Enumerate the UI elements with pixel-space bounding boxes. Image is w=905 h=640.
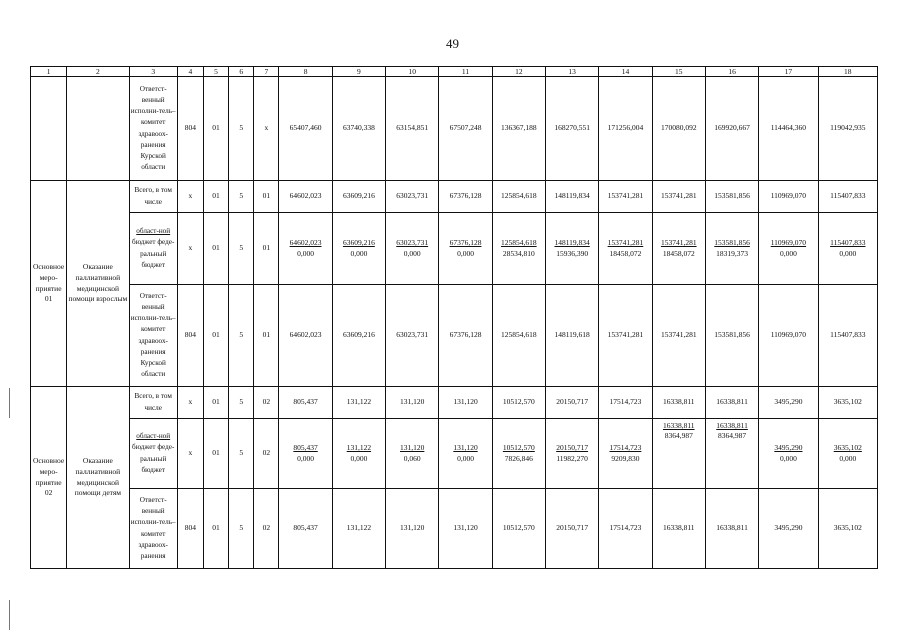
value-cell: 20150,717 (545, 489, 598, 569)
regional-value: 3635,102 (833, 443, 862, 453)
code-cell: 804 (177, 285, 203, 387)
value-pair-cell (386, 213, 439, 285)
federal-value: 0,000 (350, 453, 368, 463)
regional-value: 64602,023 (289, 238, 322, 248)
value-cell: 131,122 (332, 387, 385, 419)
code-cell: х (177, 181, 203, 213)
federal-value: 0,000 (457, 248, 474, 258)
value-cell: 131,120 (386, 489, 439, 569)
regional-value: 67376,128 (449, 238, 482, 248)
regional-value: 3495,290 (774, 443, 803, 453)
value-cell: 10512,570 (492, 489, 545, 569)
value-pair-cell (652, 419, 705, 489)
value-cell: 125854,618 (492, 285, 545, 387)
cell-empty (67, 77, 129, 181)
table-row-responsible-executor (31, 77, 878, 181)
federal-value: 0,000 (839, 453, 857, 463)
value-cell: 110969,070 (759, 181, 818, 213)
value-cell: 131,120 (439, 387, 492, 419)
regional-value: 20150,717 (556, 443, 589, 453)
header-cell: 2 (67, 67, 129, 77)
federal-value: 8364,987 (718, 431, 747, 441)
federal-value: 9209,830 (611, 453, 640, 463)
header-cell: 12 (492, 67, 545, 77)
federal-value: 11982,270 (556, 453, 588, 463)
value-cell: 131,120 (439, 489, 492, 569)
source-label-regional: област-ной (136, 432, 171, 441)
value-cell: 805,437 (279, 387, 332, 419)
value-cell: 67376,128 (439, 181, 492, 213)
regional-value: 110969,070 (770, 238, 807, 248)
scan-margin-mark (9, 388, 10, 418)
header-cell: 18 (818, 67, 877, 77)
regional-value: 17514,723 (609, 443, 642, 453)
value-cell: 17514,723 (599, 489, 652, 569)
header-row (31, 67, 878, 77)
table-row-m01-budgets (31, 213, 878, 285)
value-cell: 20150,717 (545, 387, 598, 419)
header-cell: 3 (129, 67, 177, 77)
header-cell: 4 (177, 67, 203, 77)
value-cell: 153581,856 (705, 285, 758, 387)
code-cell: 5 (229, 181, 254, 213)
value-cell: 136367,188 (492, 77, 545, 181)
value-cell: 64602,023 (279, 285, 332, 387)
regional-value: 16338,811 (716, 421, 748, 430)
value-cell: 170080,092 (652, 77, 705, 181)
code-cell: 01 (203, 213, 228, 285)
value-cell: 119042,935 (818, 77, 877, 181)
table-row-m02-total (31, 387, 878, 419)
code-cell: 804 (177, 489, 203, 569)
page-number: 49 (446, 36, 459, 51)
code-cell: 01 (254, 285, 279, 387)
value-cell: 153741,281 (599, 181, 652, 213)
activity-name: Оказание паллиативной медицинской помощи взрослым (67, 181, 129, 387)
value-cell: 153581,856 (705, 181, 758, 213)
value-cell: 805,437 (279, 489, 332, 569)
code-cell: 01 (254, 213, 279, 285)
regional-value: 153741,281 (607, 238, 644, 248)
code-cell: 01 (254, 181, 279, 213)
value-cell: 115407,833 (818, 181, 877, 213)
table-row-m01-responsible (31, 285, 878, 387)
regional-value: 153741,281 (660, 238, 697, 248)
value-cell: 63609,216 (332, 285, 385, 387)
value-cell: 65407,460 (279, 77, 332, 181)
header-cell: 5 (203, 67, 228, 77)
source-label: Всего, в том числе (129, 387, 177, 419)
value-pair-cell (599, 213, 652, 285)
value-cell: 16338,811 (652, 489, 705, 569)
federal-value: 0,000 (297, 248, 314, 258)
code-cell: х (177, 387, 203, 419)
value-cell: 168270,551 (545, 77, 598, 181)
regional-value: 153581,856 (714, 238, 750, 248)
value-cell: 16338,811 (705, 489, 758, 569)
value-cell: 63154,851 (386, 77, 439, 181)
federal-value: 7826,846 (504, 453, 533, 463)
header-cell: 14 (599, 67, 652, 77)
code-cell: 5 (229, 285, 254, 387)
value-cell: 131,122 (332, 489, 385, 569)
value-pair-cell (759, 419, 818, 489)
table-row-m01-total (31, 181, 878, 213)
value-pair-cell (818, 419, 877, 489)
code-cell: 804 (177, 77, 203, 181)
value-cell: 10512,570 (492, 387, 545, 419)
value-cell: 153741,281 (652, 285, 705, 387)
federal-value: 0,060 (403, 453, 421, 463)
federal-value: 0,000 (350, 248, 368, 258)
code-cell: 5 (229, 419, 254, 489)
source-label (129, 213, 177, 285)
federal-value: 0,000 (297, 453, 314, 463)
code-cell: 01 (203, 77, 228, 181)
source-label (129, 419, 177, 489)
federal-value: 15936,390 (556, 248, 589, 258)
scan-margin-mark (9, 600, 10, 630)
regional-value: 63609,216 (342, 238, 375, 248)
regional-value: 115407,833 (830, 238, 866, 248)
header-cell: 11 (439, 67, 492, 77)
code-cell: х (177, 419, 203, 489)
value-cell: 153741,281 (652, 181, 705, 213)
value-cell: 63023,731 (386, 181, 439, 213)
value-pair-cell (492, 213, 545, 285)
header-cell: 17 (759, 67, 818, 77)
value-pair-cell (439, 213, 492, 285)
header-cell: 7 (254, 67, 279, 77)
value-pair-cell (279, 419, 332, 489)
code-cell: 5 (229, 77, 254, 181)
value-cell: 148119,834 (545, 181, 598, 213)
regional-value: 805,437 (293, 443, 318, 453)
regional-value: 16338,811 (662, 421, 695, 430)
code-cell: 5 (229, 387, 254, 419)
value-pair-cell (705, 213, 758, 285)
code-cell: 5 (229, 213, 254, 285)
code-cell: 01 (203, 285, 228, 387)
value-cell: 171256,004 (599, 77, 652, 181)
federal-value: 0,000 (779, 453, 797, 463)
budget-table (30, 66, 878, 569)
value-pair-cell (492, 419, 545, 489)
value-pair-cell (599, 419, 652, 489)
federal-value: 0,000 (779, 248, 797, 258)
value-cell: 67507,248 (439, 77, 492, 181)
value-pair-cell (705, 419, 758, 489)
federal-value: 0,000 (403, 248, 421, 258)
regional-value: 131,122 (346, 443, 372, 453)
federal-value: 8364,987 (664, 431, 693, 441)
code-cell: 01 (203, 181, 228, 213)
source-label-federal: бюджет феде-ральный бюджет (132, 238, 175, 269)
activity-name: Оказание паллиативной медицинской помощи детям (67, 387, 129, 569)
value-cell: 17514,723 (599, 387, 652, 419)
code-cell: 02 (254, 489, 279, 569)
value-cell: 153741,281 (599, 285, 652, 387)
source-label: Всего, в том числе (129, 181, 177, 213)
value-cell: 16338,811 (705, 387, 758, 419)
code-cell: 02 (254, 419, 279, 489)
value-pair-cell (279, 213, 332, 285)
header-cell: 10 (386, 67, 439, 77)
activity-number: Основное меро-приятие 02 (31, 387, 67, 569)
value-pair-cell (759, 213, 818, 285)
value-cell: 3635,102 (818, 387, 877, 419)
regional-value: 125854,618 (501, 238, 537, 248)
code-cell: 01 (203, 489, 228, 569)
value-cell: 3495,290 (759, 489, 818, 569)
regional-value: 131,120 (400, 443, 425, 453)
value-cell: 63609,216 (332, 181, 385, 213)
value-cell: 115407,833 (818, 285, 877, 387)
table-row-m02-budgets (31, 419, 878, 489)
value-cell: 3635,102 (818, 489, 877, 569)
header-cell: 1 (31, 67, 67, 77)
header-cell: 8 (279, 67, 332, 77)
activity-number: Основное меро-приятие 01 (31, 181, 67, 387)
header-cell: 16 (705, 67, 758, 77)
value-pair-cell (818, 213, 877, 285)
value-pair-cell (332, 419, 385, 489)
federal-value: 18458,072 (662, 248, 695, 258)
code-cell: х (177, 213, 203, 285)
value-cell: 63740,338 (332, 77, 385, 181)
header-cell: 9 (332, 67, 385, 77)
value-cell: 63023,731 (386, 285, 439, 387)
value-cell: 169920,667 (705, 77, 758, 181)
code-cell: х (254, 77, 279, 181)
value-cell: 110969,070 (759, 285, 818, 387)
regional-value: 131,120 (453, 443, 478, 453)
regional-value: 63023,731 (396, 238, 429, 248)
header-cell: 15 (652, 67, 705, 77)
value-pair-cell (439, 419, 492, 489)
value-pair-cell (386, 419, 439, 489)
source-label-regional: област-ной (136, 227, 171, 236)
value-pair-cell (332, 213, 385, 285)
regional-value: 10512,570 (502, 443, 535, 453)
value-cell: 64602,023 (279, 181, 332, 213)
value-pair-cell (652, 213, 705, 285)
table-row-m02-responsible (31, 489, 878, 569)
source-label: Ответст-венный исполни-тель– комитет здравоох-ранения (129, 489, 177, 569)
value-cell: 67376,128 (439, 285, 492, 387)
federal-value: 18458,072 (609, 248, 642, 258)
value-cell: 16338,811 (652, 387, 705, 419)
header-cell: 13 (545, 67, 598, 77)
value-cell: 114464,360 (759, 77, 818, 181)
cell-empty (31, 77, 67, 181)
federal-value: 0,000 (457, 453, 474, 463)
value-cell: 131,120 (386, 387, 439, 419)
federal-value: 18319,373 (716, 248, 748, 258)
code-cell: 01 (203, 387, 228, 419)
source-label-federal: бюджет феде-ральный бюджет (132, 443, 175, 474)
code-cell: 01 (203, 419, 228, 489)
source-label: Ответст-венный исполни-тель– комитет здравоох-ранения Курской области (129, 77, 177, 181)
code-cell: 5 (229, 489, 254, 569)
federal-value: 0,000 (839, 248, 857, 258)
code-cell: 02 (254, 387, 279, 419)
value-pair-cell (545, 213, 598, 285)
value-cell: 3495,290 (759, 387, 818, 419)
header-cell: 6 (229, 67, 254, 77)
federal-value: 28534,810 (502, 248, 535, 258)
value-cell: 125854,618 (492, 181, 545, 213)
value-pair-cell (545, 419, 598, 489)
regional-value: 148119,834 (554, 238, 590, 248)
value-cell: 148119,618 (545, 285, 598, 387)
source-label: Ответст-венный исполни-тель– комитет здравоох-ранения Курской области (129, 285, 177, 387)
